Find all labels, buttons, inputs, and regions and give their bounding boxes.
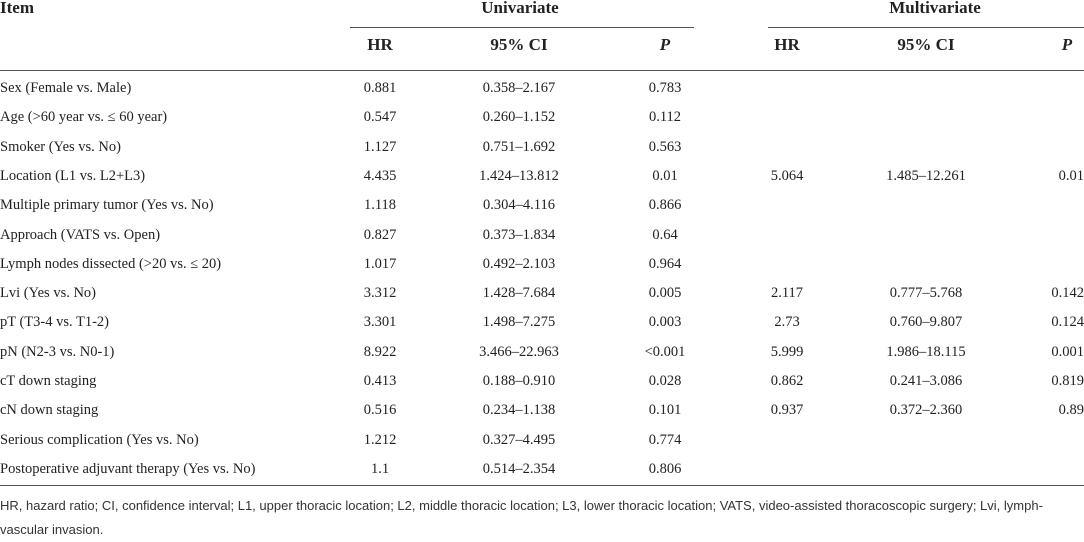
cell-m-hr: 0.862 [770, 373, 804, 389]
header-uni-ci: 95% CI [490, 35, 548, 54]
cell-item: cT down staging [0, 373, 97, 389]
cell-u-hr: 1.017 [363, 255, 397, 272]
cell-m-hr: 5.064 [770, 167, 804, 184]
multivariate-span-rule [768, 27, 1084, 28]
cell-u-p: 0.774 [648, 431, 682, 448]
cell-u-hr: 0.413 [363, 373, 397, 389]
cell-m-ci: 0.241–3.086 [889, 373, 963, 389]
cell-item: Smoker (Yes vs. No) [0, 138, 121, 155]
cell-u-hr: 0.827 [363, 226, 397, 243]
cell-m-p: 0.124 [1051, 314, 1084, 331]
cell-u-ci: 0.327–4.495 [482, 431, 556, 448]
cell-u-ci: 3.466–22.963 [479, 343, 559, 360]
header-univariate: Univariate [481, 0, 559, 17]
cell-u-p: 0.866 [648, 197, 682, 214]
cell-u-hr: 1.212 [363, 431, 397, 448]
cell-u-hr: 4.435 [363, 167, 397, 184]
header-multi-ci: 95% CI [897, 35, 955, 54]
header-multivariate: Multivariate [889, 0, 981, 17]
cell-u-ci: 1.424–13.812 [479, 167, 559, 184]
cell-u-hr: 1.118 [363, 197, 397, 214]
cell-m-p: 0.819 [1051, 373, 1084, 389]
cell-m-p: 0.89 [1058, 402, 1084, 419]
cell-m-hr: 5.999 [770, 343, 804, 360]
cell-u-p: 0.64 [652, 226, 678, 243]
cell-item: pN (N2-3 vs. N0-1) [0, 343, 115, 360]
cell-item: Approach (VATS vs. Open) [0, 226, 161, 243]
cell-u-ci: 0.358–2.167 [482, 80, 556, 96]
cell-u-ci: 1.498–7.275 [482, 314, 556, 331]
cell-item: pT (T3-4 vs. T1-2) [0, 314, 110, 331]
cell-u-hr: 1.127 [363, 138, 397, 155]
cell-m-ci: 0.777–5.768 [889, 285, 963, 302]
cell-u-hr: 3.312 [363, 285, 397, 302]
cell-u-p: 0.005 [648, 285, 682, 302]
cell-u-p: 0.101 [648, 402, 682, 419]
footnote: HR, hazard ratio; CI, confidence interval; L1, upper thoracic location; L2, middle thoracic location; L3, lower thoracic location; VATS, video-assisted thoracoscopic surgery; Lvi, lymph-vascular invasion. [0, 498, 1043, 537]
cell-m-ci: 0.760–9.807 [889, 314, 963, 331]
header-uni-hr: HR [367, 35, 393, 54]
cell-m-ci: 1.986–18.115 [886, 343, 966, 360]
cell-u-p: 0.783 [648, 80, 682, 96]
cell-m-hr: 0.937 [770, 402, 804, 419]
header-multi-p: P [1061, 35, 1073, 54]
cell-item: Postoperative adjuvant therapy (Yes vs. No) [0, 460, 256, 477]
cell-u-p: 0.028 [648, 373, 682, 389]
cell-u-p: 0.003 [648, 314, 682, 331]
cell-item: Sex (Female vs. Male) [0, 80, 132, 96]
bottom-rule [0, 485, 1084, 486]
cell-u-ci: 0.492–2.103 [482, 255, 556, 272]
cell-u-hr: 0.516 [363, 402, 397, 419]
cell-u-p: 0.806 [648, 460, 682, 477]
cell-u-ci: 0.234–1.138 [482, 402, 556, 419]
cell-item: Multiple primary tumor (Yes vs. No) [0, 197, 214, 214]
cell-u-ci: 0.304–4.116 [483, 197, 555, 214]
header-uni-p: P [659, 35, 671, 54]
cell-u-ci: 1.428–7.684 [482, 285, 556, 302]
cell-u-hr: 1.1 [370, 460, 390, 477]
cell-u-hr: 3.301 [363, 314, 397, 331]
cell-item: Serious complication (Yes vs. No) [0, 431, 199, 448]
cell-u-hr: 0.547 [363, 109, 397, 126]
cell-item: Lymph nodes dissected (>20 vs. ≤ 20) [0, 255, 222, 272]
cell-u-hr: 8.922 [363, 343, 397, 360]
cell-u-p: 0.964 [648, 255, 682, 272]
cell-m-ci: 0.372–2.360 [889, 402, 963, 419]
header-multi-hr: HR [774, 35, 800, 54]
cell-u-p: 0.112 [648, 109, 682, 126]
cell-u-p: <0.001 [644, 343, 686, 360]
cell-m-hr: 2.117 [770, 285, 804, 302]
cell-u-ci: 0.514–2.354 [482, 460, 556, 477]
cell-m-p: 0.001 [1051, 343, 1084, 360]
cell-u-ci: 0.260–1.152 [482, 109, 556, 126]
cell-u-p: 0.563 [648, 138, 682, 155]
cell-m-p: 0.01 [1058, 167, 1084, 184]
cell-m-hr: 2.73 [774, 314, 800, 331]
cell-item: Location (L1 vs. L2+L3) [0, 167, 146, 184]
cell-u-ci: 0.188–0.910 [482, 373, 556, 389]
cell-m-p: 0.142 [1051, 285, 1084, 302]
cell-item: Lvi (Yes vs. No) [0, 285, 97, 302]
cell-item: cN down staging [0, 402, 99, 419]
univariate-span-rule [350, 27, 694, 28]
header-rule [0, 70, 1084, 71]
header-item: Item [0, 0, 34, 17]
cell-u-p: 0.01 [652, 167, 678, 184]
cell-u-ci: 0.373–1.834 [482, 226, 556, 243]
cell-m-ci: 1.485–12.261 [886, 167, 966, 184]
cell-u-hr: 0.881 [363, 80, 397, 96]
cell-u-ci: 0.751–1.692 [482, 138, 556, 155]
cell-item: Age (>60 year vs. ≤ 60 year) [0, 109, 168, 126]
